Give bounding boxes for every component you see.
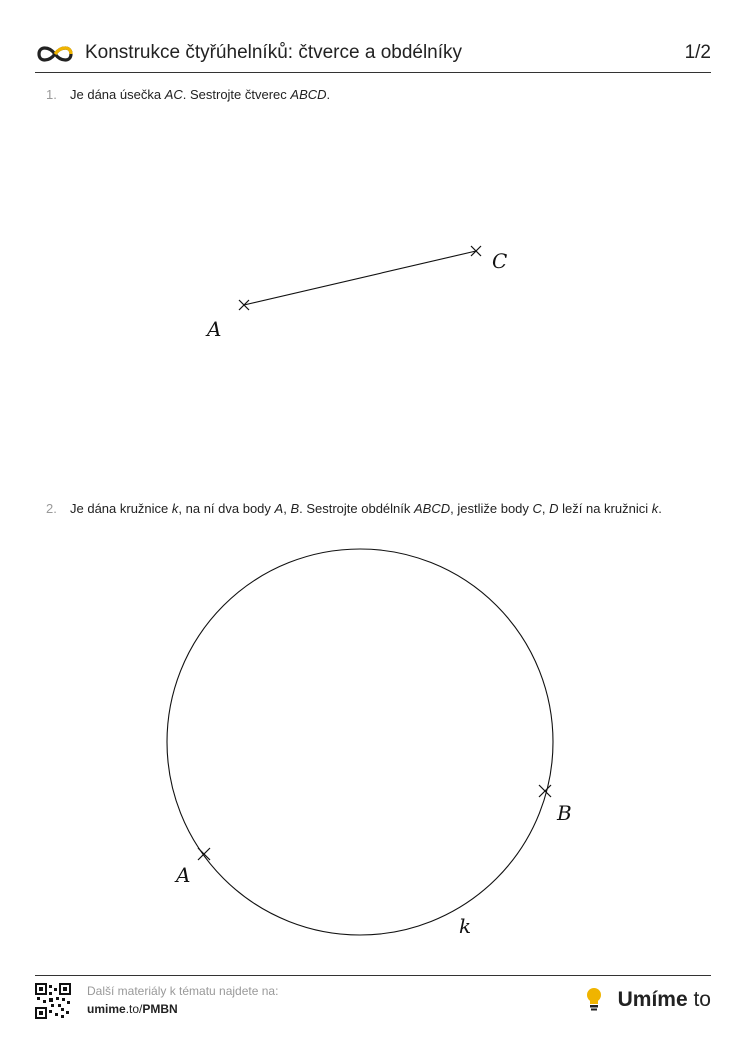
task-text-part: . (326, 87, 331, 102)
brand-logo (618, 988, 711, 1012)
brand-rest: to (687, 988, 711, 1011)
task-text-part: , (541, 501, 550, 516)
task-text-part: . Sestrojte obdélník (299, 501, 415, 516)
task-number: 1. (46, 87, 57, 102)
page-title: Konstrukce čtyřúhelníků: čtverce a obdélníky (85, 42, 463, 63)
point-c-mark (471, 246, 481, 256)
task-math: AC (164, 87, 183, 102)
task-math: B (290, 501, 300, 516)
task-math: k (651, 501, 659, 516)
label-c: C (492, 249, 508, 273)
page-number: 1/2 (684, 42, 711, 63)
task-math: A (274, 501, 284, 516)
task-text-part: Je dána úsečka (70, 87, 165, 102)
circle-k (167, 549, 572, 938)
qr-code-icon (35, 983, 71, 1019)
task-math: ABCD (414, 501, 451, 516)
point-a-mark (239, 300, 249, 310)
label-k: k (459, 914, 472, 938)
footer-note: Další materiály k tématu najdete na: (87, 984, 279, 998)
task-text-part: , (283, 501, 291, 516)
task-text-part: , na ní dva body (178, 501, 275, 516)
segment-ac (205, 246, 507, 341)
footer-divider (35, 975, 711, 976)
lightbulb-icon (585, 986, 603, 1012)
task-text-part: , jestliže body (450, 501, 533, 516)
brand-bold: Umíme (617, 988, 688, 1011)
task-math: D (549, 501, 559, 516)
label-b: B (557, 801, 572, 825)
point-a-mark (198, 848, 210, 860)
footer-link-domain: .to/ (125, 1002, 143, 1016)
footer-link-code: PMBN (142, 1002, 178, 1016)
task-number: 2. (46, 501, 57, 516)
task-text-part: leží na kružnici (558, 501, 652, 516)
task-math: ABCD (290, 87, 327, 102)
label-a: A (207, 317, 222, 341)
task-math: C (532, 501, 542, 516)
footer-link[interactable] (87, 1002, 178, 1016)
task-text-part: Je dána kružnice (70, 501, 172, 516)
task-text-part: . Sestrojte čtverec (182, 87, 291, 102)
task-text-part: . (658, 501, 662, 516)
task-math: k (171, 501, 179, 516)
footer-link-bold: umime (87, 1002, 126, 1016)
label-a: A (176, 863, 191, 887)
